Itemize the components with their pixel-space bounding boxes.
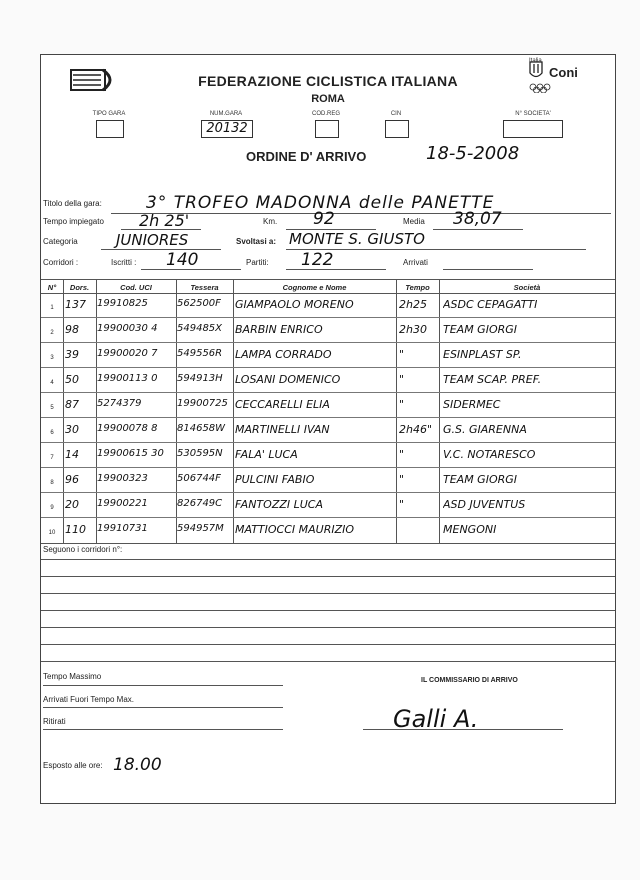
num-gara-label: NUM.GARA <box>209 111 243 117</box>
federation-title: FEDERAZIONE CICLISTICA ITALIANA <box>198 73 458 89</box>
dorsale-cell: 96 <box>65 473 79 486</box>
table-row <box>41 443 615 468</box>
dorsale-cell: 30 <box>65 423 79 436</box>
cod-uci-cell: 19900113 0 <box>97 373 158 384</box>
tempo-cell: " <box>399 448 405 461</box>
row-number: 7 <box>50 455 54 461</box>
row-number: 6 <box>50 430 54 436</box>
cod-uci-cell: 19900323 <box>97 473 148 484</box>
table-row <box>41 393 615 418</box>
tessera-cell: 530595N <box>177 448 223 459</box>
cod-uci-cell: 19900020 7 <box>97 348 158 359</box>
tessera-cell: 549485X <box>177 323 223 334</box>
ritirati-line <box>43 729 283 730</box>
seguono-line <box>41 644 615 645</box>
km-value: 92 <box>313 209 335 229</box>
signature-line <box>363 729 563 730</box>
table-row <box>41 343 615 368</box>
tempo-cell: 2h30 <box>399 323 427 336</box>
cod-uci-cell: 19900221 <box>97 498 148 509</box>
media-value: 38,07 <box>453 209 502 229</box>
partiti-label: Partiti: <box>246 258 269 267</box>
tempo-cell: " <box>399 348 405 361</box>
dorsale-cell: 20 <box>65 498 79 511</box>
seguono-line <box>41 627 615 628</box>
row-number: 8 <box>50 480 54 486</box>
federation-city: ROMA <box>311 93 345 105</box>
arrivati-line <box>443 269 533 270</box>
col-header-tempo: Tempo <box>405 283 430 292</box>
tempo-cell: 2h46" <box>399 423 433 436</box>
table-row <box>41 468 615 493</box>
name-cell: CECCARELLI ELIA <box>235 398 330 411</box>
tessera-cell: 814658W <box>177 423 226 434</box>
dorsale-cell: 14 <box>65 448 79 461</box>
coni-small-label: Italia <box>529 58 542 64</box>
media-line <box>433 229 523 230</box>
tessera-cell: 826749C <box>177 498 223 509</box>
table-row <box>41 318 615 343</box>
table-row <box>41 293 615 318</box>
tipo-gara-label: TIPO GARA <box>92 111 126 117</box>
societa-cell: ASDC CEPAGATTI <box>443 298 538 311</box>
esposto-label: Esposto alle ore: <box>43 761 103 770</box>
societa-cell: V.C. NOTARESCO <box>443 448 536 461</box>
col-header-cognome-nome: Cognome e Nome <box>282 283 347 292</box>
esposto-value: 18.00 <box>113 755 162 775</box>
cin-box[interactable] <box>385 120 409 138</box>
societa-cell: TEAM SCAP. PREF. <box>443 373 542 386</box>
km-label: Km. <box>263 217 278 226</box>
ritirati-label: Ritirati <box>43 717 66 726</box>
tempo-massimo-line <box>43 685 283 686</box>
iscritti-value: 140 <box>166 250 199 270</box>
col-header-societa: Società <box>513 283 541 292</box>
svoltasi-label: Svoltasi a: <box>236 237 277 246</box>
document-title: ORDINE D' ARRIVO <box>246 149 367 164</box>
arrival-order-form <box>40 54 616 804</box>
row-number: 2 <box>50 330 54 336</box>
categoria-value: JUNIORES <box>116 231 189 249</box>
name-cell: LOSANI DOMENICO <box>235 373 341 386</box>
societa-cell: TEAM GIORGI <box>443 323 518 336</box>
societa-code-label: N° SOCIETA' <box>515 111 551 117</box>
arrivati-label: Arrivati <box>403 258 428 267</box>
col-header-n: N° <box>47 283 57 292</box>
tessera-cell: 506744F <box>177 473 221 484</box>
tempo-impiegato-label: Tempo impiegato <box>43 217 104 226</box>
coni-logo <box>529 58 591 95</box>
row-number: 10 <box>48 530 56 536</box>
tempo-cell: " <box>399 498 405 511</box>
coni-shield-icon <box>529 61 543 81</box>
tipo-gara-box[interactable] <box>96 120 124 138</box>
seguono-line <box>41 610 615 611</box>
row-number: 9 <box>50 505 54 511</box>
table-bottom-border <box>41 543 615 544</box>
cod-uci-cell: 19900078 8 <box>97 423 158 434</box>
olympic-rings-icon <box>529 83 551 93</box>
col-header-cod-uci: Cod. UCI <box>120 283 152 292</box>
name-cell: FALA' LUCA <box>235 448 298 461</box>
societa-cell: MENGONI <box>443 523 497 536</box>
tempo-impiegato-value: 2h 25' <box>139 211 190 230</box>
partiti-value: 122 <box>301 250 334 270</box>
name-cell: GIAMPAOLO MORENO <box>235 298 354 311</box>
societa-code-box[interactable] <box>503 120 563 138</box>
name-cell: MATTIOCCI MAURIZIO <box>235 523 355 536</box>
tempo-cell: " <box>399 473 405 486</box>
commissario-signature: Galli A. <box>393 705 479 733</box>
document-date: 18-5-2008 <box>426 143 520 164</box>
societa-cell: G.S. GIARENNA <box>443 423 527 436</box>
name-cell: FANTOZZI LUCA <box>235 498 324 511</box>
seguono-label: Seguono i corridori n°: <box>43 545 123 554</box>
tessera-cell: 19900725 <box>177 398 228 409</box>
societa-cell: SIDERMEC <box>443 398 501 411</box>
row-number: 4 <box>50 380 54 386</box>
cod-uci-cell: 19910825 <box>97 298 148 309</box>
media-label: Media <box>403 217 425 226</box>
dorsale-cell: 87 <box>65 398 79 411</box>
categoria-line <box>101 249 221 250</box>
name-cell: PULCINI FABIO <box>235 473 315 486</box>
seguono-line <box>41 576 615 577</box>
name-cell: MARTINELLI IVAN <box>235 423 330 436</box>
seguono-line <box>41 559 615 560</box>
dorsale-cell: 39 <box>65 348 79 361</box>
cod-uci-cell: 19910731 <box>97 523 148 534</box>
tempo-cell: " <box>399 398 405 411</box>
commissario-label: IL COMMISSARIO DI ARRIVO <box>421 677 518 684</box>
tessera-cell: 549556R <box>177 348 223 359</box>
dorsale-cell: 98 <box>65 323 79 336</box>
seguono-line <box>41 661 615 662</box>
tempo-massimo-label: Tempo Massimo <box>43 672 102 681</box>
fuori-tempo-line <box>43 707 283 708</box>
categoria-label: Categoria <box>43 237 78 246</box>
societa-cell: ASD JUVENTUS <box>443 498 526 511</box>
cod-uci-cell: 5274379 <box>97 398 142 409</box>
row-number: 1 <box>50 305 54 311</box>
name-cell: LAMPA CORRADO <box>235 348 332 361</box>
dorsale-cell: 137 <box>65 298 86 311</box>
row-number: 3 <box>50 355 54 361</box>
dorsale-cell: 110 <box>65 523 86 536</box>
cod-reg-box[interactable] <box>315 120 339 138</box>
cin-label: CIN <box>390 111 402 117</box>
name-cell: BARBIN ENRICO <box>235 323 323 336</box>
cod-uci-cell: 19900030 4 <box>97 323 158 334</box>
iscritti-label: Iscritti : <box>111 258 137 267</box>
titolo-value: 3° TROFEO MADONNA delle PANETTE <box>146 193 495 213</box>
cod-uci-cell: 19900615 30 <box>97 448 164 459</box>
table-row <box>41 368 615 393</box>
cod-reg-label: COD.REG <box>311 111 340 117</box>
dorsale-cell: 50 <box>65 373 79 386</box>
tessera-cell: 594957M <box>177 523 224 534</box>
corridori-label: Corridori : <box>43 258 79 267</box>
col-header-dorsale: Dors. <box>69 283 90 292</box>
svoltasi-value: MONTE S. GIUSTO <box>289 230 425 248</box>
table-top-border <box>41 279 615 280</box>
societa-cell: ESINPLAST SP. <box>443 348 522 361</box>
coni-brand: Coni <box>549 65 578 80</box>
fuori-tempo-label: Arrivati Fuori Tempo Max. <box>43 695 134 704</box>
societa-cell: TEAM GIORGI <box>443 473 518 486</box>
titolo-label: Titolo della gara: <box>43 199 102 208</box>
table-row <box>41 518 615 543</box>
tempo-cell: 2h25 <box>399 298 427 311</box>
tessera-cell: 562500F <box>177 298 221 309</box>
tempo-cell: " <box>399 373 405 386</box>
col-header-tessera: Tessera <box>190 283 219 292</box>
tessera-cell: 594913H <box>177 373 223 384</box>
row-number: 5 <box>50 405 54 411</box>
table-row <box>41 493 615 518</box>
seguono-line <box>41 593 615 594</box>
num-gara-box[interactable]: 20132 <box>201 120 253 138</box>
table-row <box>41 418 615 443</box>
